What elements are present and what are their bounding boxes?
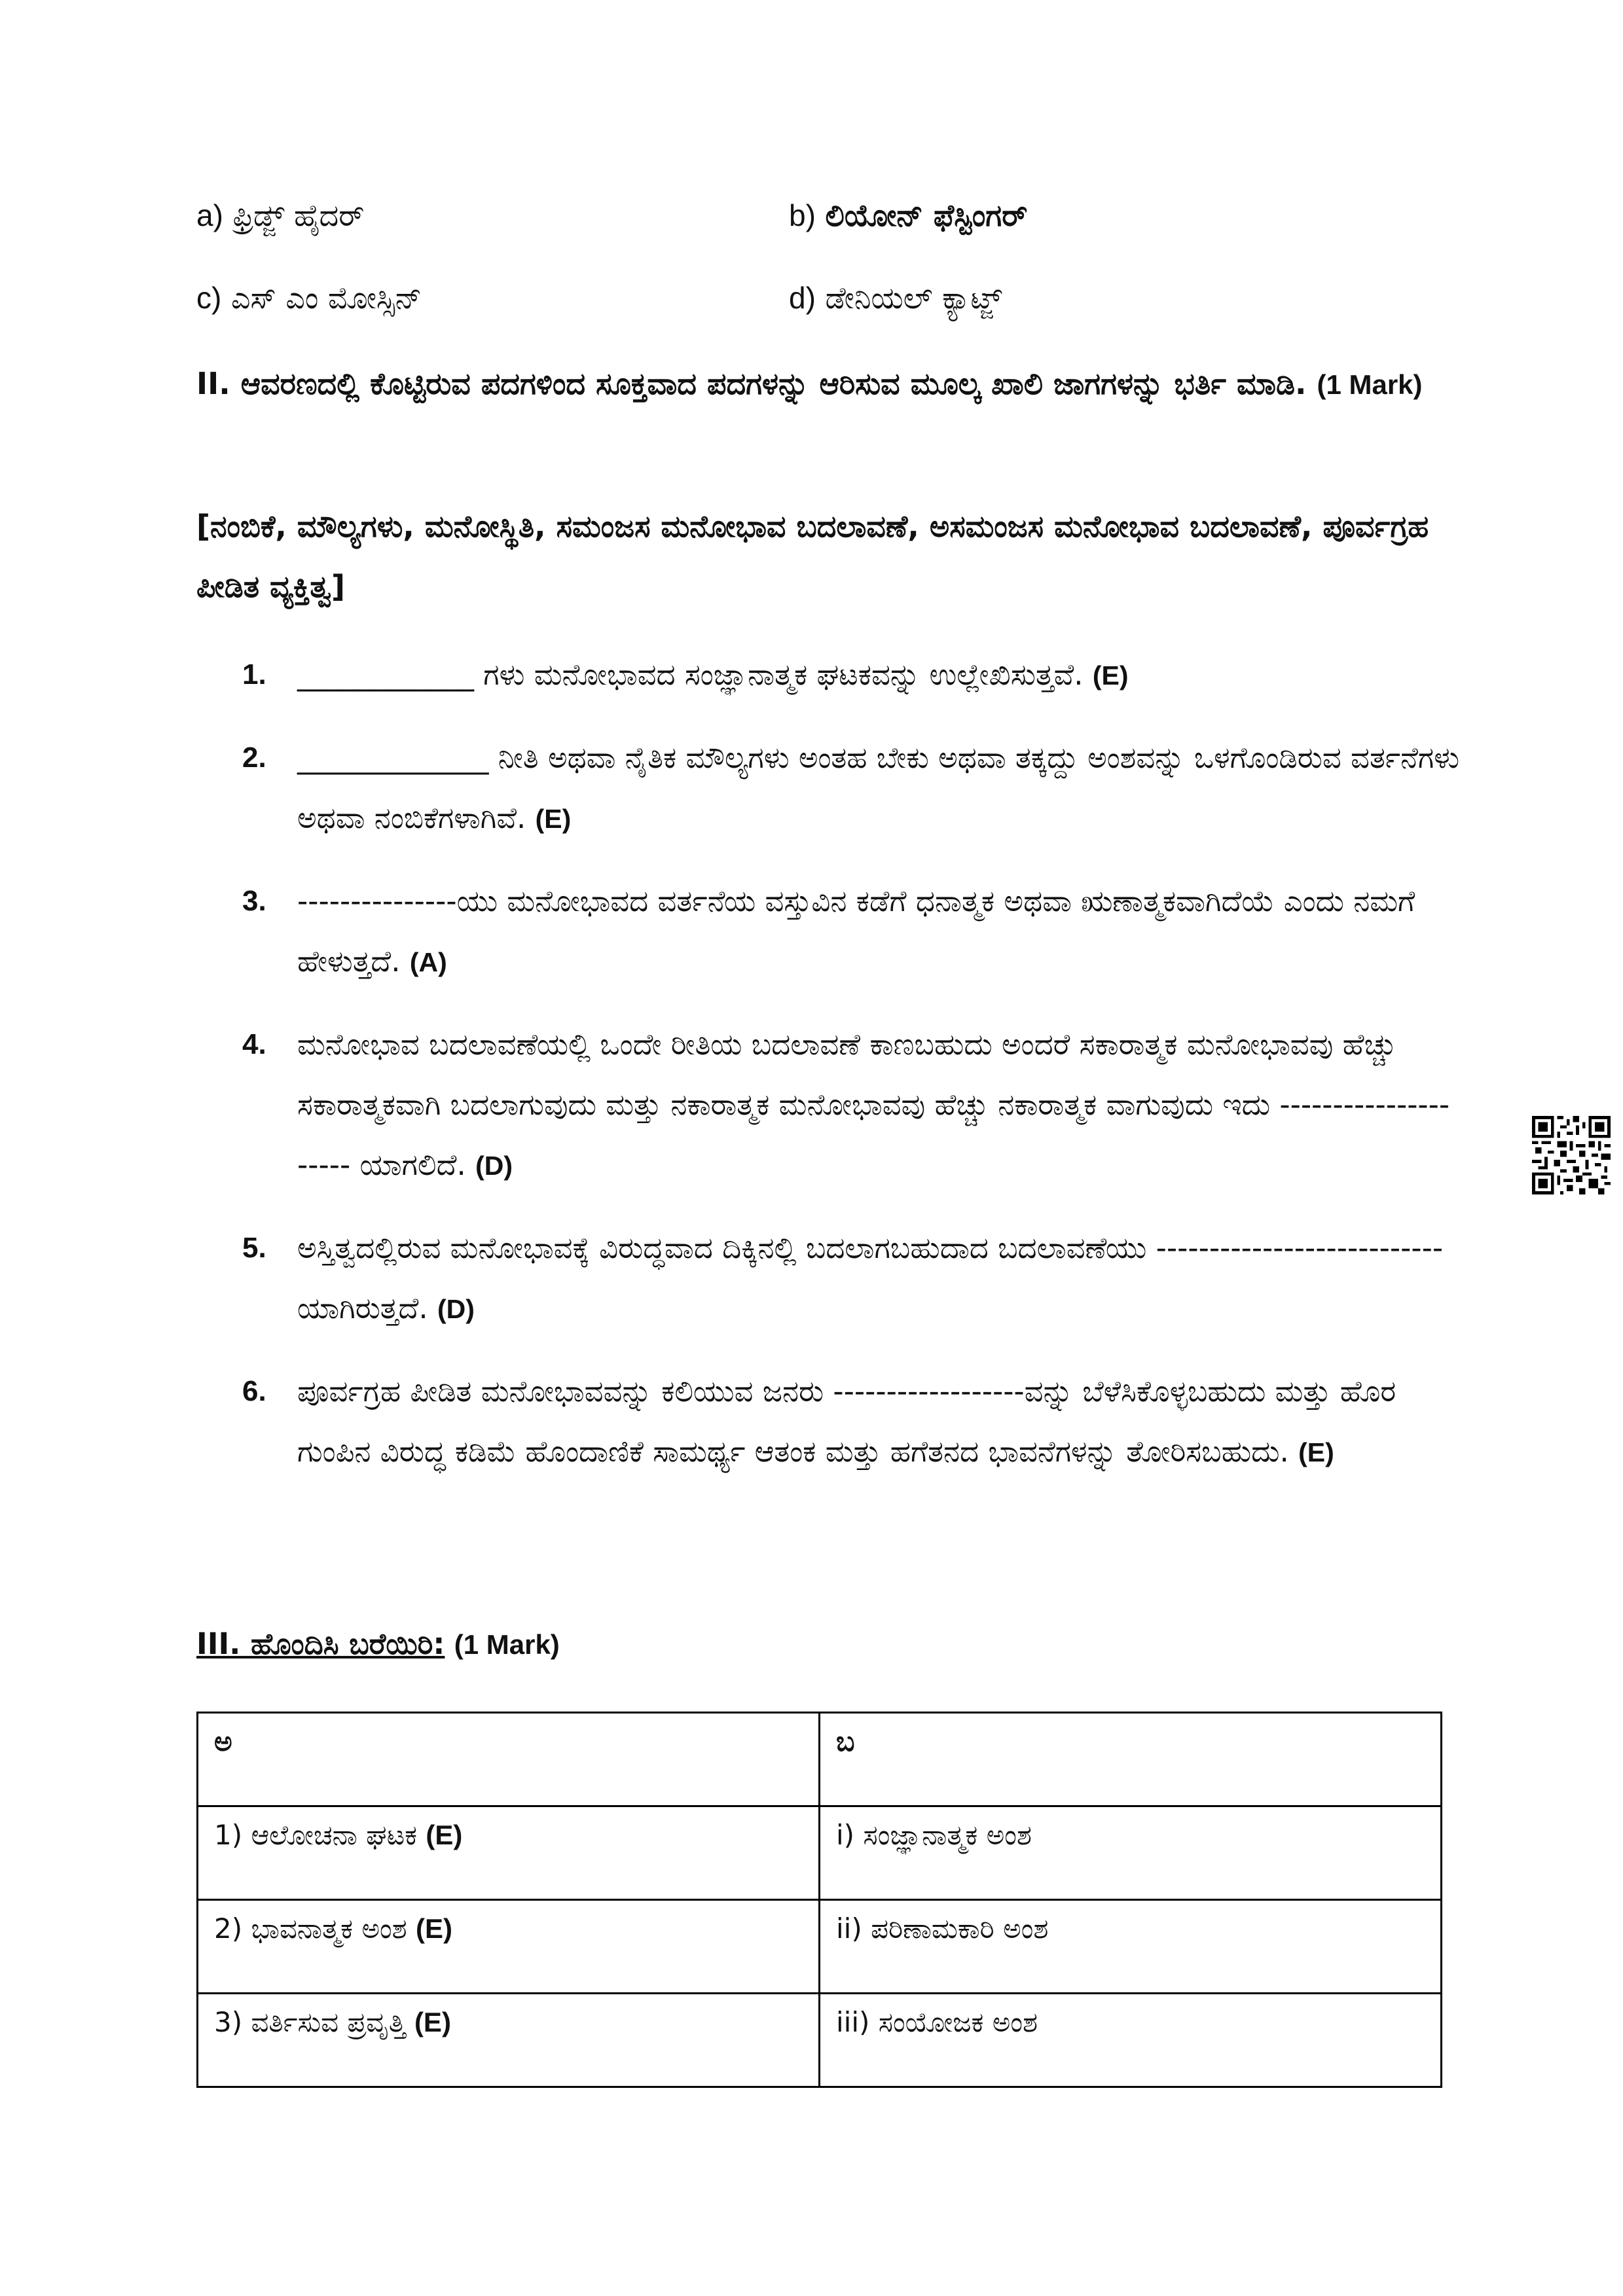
option-label: d): [789, 281, 816, 315]
item-number: 6.: [242, 1375, 266, 1407]
table-row: [198, 1900, 1442, 1994]
column-b-header: ಬ: [820, 1713, 1442, 1806]
option-a: [196, 198, 364, 234]
item-text: _____________ ನೀತಿ ಅಥವಾ ನೈತಿಕ ಮೌಲ್ಯಗಳು ಅಂತಹ ಬೇಕು ಅಥವಾ ತಕ್ಕದ್ದು ಅಂಶವನ್ನು ಒಳಗೊಂಡಿರುವ ವರ್ತನೆಗಳು ಅಥವಾ ನಂಬಿಕೆಗಳಾಗಿವೆ.: [297, 740, 1460, 835]
table-header-row: [198, 1713, 1442, 1806]
cell-text: 2) ಭಾವನಾತ್ಮಕ ಅಂಶ: [214, 1912, 407, 1945]
option-label: c): [196, 281, 222, 315]
option-d: [789, 280, 1002, 317]
option-text: ಎಸ್ ಎಂ ಮೋಸ್ಸಿನ್: [230, 280, 422, 315]
word-bank: [ನಂಬಿಕೆ, ಮೌಲ್ಯಗಳು, ಮನೋಸ್ಥಿತಿ, ಸಮಂಜಸ ಮನೋಭಾವ ಬದಲಾವಣೆ, ಅಸಮಂಜಸ ಮನೋಭಾವ ಬದಲಾವಣೆ, ಪೂರ್ವಗ್ರಹ ಪೀಡಿತ ವ್ಯಕ್ತಿತ್ವ]: [196, 509, 1429, 604]
section-3-heading: [196, 1626, 560, 1662]
option-text: ಡೇನಿಯಲ್ ಕ್ಯಾಟ್ಜ್: [825, 280, 1002, 315]
item-text: ---------------ಯು ಮನೋಭಾವದ ವರ್ತನೆಯ ವಸ್ತುವಿನ ಕಡೆಗೆ ಧನಾತ್ಮಕ ಅಥವಾ ಋಣಾತ್ಮಕವಾಗಿದೆಯೆ ಎಂದು ನಮಗೆ ಹೇಳುತ್ತದೆ.: [297, 884, 1415, 978]
table-row: [198, 1806, 1442, 1900]
item-text: ಮನೋಭಾವ ಬದಲಾವಣೆಯಲ್ಲಿ ಒಂದೇ ರೀತಿಯ ಬದಲಾವಣೆ ಕಾಣಬಹುದು ಅಂದರೆ ಸಕಾರಾತ್ಮಕ ಮನೋಭಾವವು ಹೆಚ್ಚು ಸಕಾರಾತ್ಮಕವಾಗಿ ಬದಲಾಗುವುದು ಮತ್ತು ನಕಾರಾತ್ಮಕ ಮನೋಭಾವವು ಹೆಚ್ಚು ನಕಾರಾತ್ಮಕ ವಾಗುವುದು ಇದು --------------------- ಯಾಗಲಿದೆ.: [297, 1027, 1450, 1182]
item-level: (E): [1092, 660, 1129, 691]
item-number: 1.: [242, 658, 266, 691]
table-cell-left: [198, 1994, 820, 2087]
table-cell-right: iii) ಸಂಯೋಜಕ ಅಂಶ: [820, 1994, 1442, 2087]
match-table: [196, 1712, 1442, 2088]
item-level: (D): [475, 1151, 513, 1181]
cell-level: (E): [426, 1820, 463, 1850]
option-label: b): [789, 198, 816, 232]
list-item: [242, 645, 1460, 706]
table-cell-right: ii) ಪರಿಣಾಮಕಾರಿ ಅಂಶ: [820, 1900, 1442, 1994]
section-2-heading: [196, 353, 1440, 415]
cell-level: (E): [416, 1913, 452, 1944]
item-level: (A): [409, 947, 447, 977]
cell-text: 3) ವರ್ತಿಸುವ ಪ್ರವೃತ್ತಿ: [214, 2006, 406, 2038]
qr-code-icon: [1532, 1116, 1611, 1194]
cell-level: (E): [414, 2007, 451, 2037]
item-text: ಅಸ್ತಿತ್ವದಲ್ಲಿರುವ ಮನೋಭಾವಕ್ಕೆ ವಿರುದ್ಧವಾದ ದಿಕ್ಕಿನಲ್ಲಿ ಬದಲಾಗಬಹುದಾದ ಬದಲಾವಣೆಯು --------------------------- ಯಾಗಿರುತ್ತದೆ.: [297, 1230, 1444, 1325]
table-cell-left: [198, 1900, 820, 1994]
table-cell-left: [198, 1806, 820, 1900]
option-text: ಫ್ರಿಡ್ಜ್ ಹೈದರ್: [232, 198, 365, 233]
option-b: [789, 198, 1027, 234]
item-level: (E): [535, 804, 572, 834]
item-text: ಪೂರ್ವಗ್ರಹ ಪೀಡಿತ ಮನೋಭಾವವನ್ನು ಕಲಿಯುವ ಜನರು ------------------ವನ್ನು ಬೆಳೆಸಿಕೊಳ್ಳಬಹುದು ಮತ್ತು ಹೊರ ಗುಂಪಿನ ವಿರುದ್ಧ ಕಡಿಮೆ ಹೊಂದಾಣಿಕೆ ಸಾಮರ್ಥ್ಯ ಆತಂಕ ಮತ್ತು ಹಗೆತನದ ಭಾವನೆಗಳನ್ನು ತೋರಿಸಬಹುದು.: [297, 1374, 1396, 1469]
list-item: [242, 871, 1460, 992]
option-label: a): [196, 198, 223, 232]
item-level: (D): [437, 1294, 475, 1324]
item-level: (E): [1298, 1437, 1334, 1467]
table-cell-right: i) ಸಂಜ್ಞಾನಾತ್ಮಕ ಅಂಶ: [820, 1806, 1442, 1900]
item-number: 3.: [242, 885, 266, 917]
table-row: [198, 1994, 1442, 2087]
item-text: ____________ ಗಳು ಮನೋಭಾವದ ಸಂಜ್ಞಾನಾತ್ಮಕ ಘಟಕವನ್ನು ಉಲ್ಲೇಖಿಸುತ್ತವೆ.: [297, 657, 1084, 692]
item-number: 5.: [242, 1232, 266, 1264]
section-2-marks: (1 Mark): [1317, 369, 1423, 400]
section-2-title: II. ಆವರಣದಲ್ಲಿ ಕೊಟ್ಟಿರುವ ಪದಗಳಿಂದ ಸೂಕ್ತವಾದ ಪದಗಳನ್ನು ಆರಿಸುವ ಮೂಲ್ಕ ಖಾಲಿ ಜಾಗಗಳನ್ನು ಭರ್ತಿ ಮಾಡಿ.: [196, 366, 1307, 401]
fill-blank-list: [242, 645, 1460, 1505]
list-item: [242, 728, 1460, 849]
list-item: [242, 1218, 1460, 1339]
option-text: ಲಿಯೋನ್ ಫೆಸ್ಟಿಂಗರ್: [825, 198, 1028, 233]
column-a-header: ಅ: [198, 1713, 820, 1806]
item-number: 4.: [242, 1028, 266, 1060]
item-number: 2.: [242, 742, 266, 774]
list-item: [242, 1014, 1460, 1196]
section-3-marks: (1 Mark): [454, 1629, 560, 1660]
option-c: [196, 280, 422, 317]
section-3-title: III. ಹೊಂದಿಸಿ ಬರೆಯಿರಿ:: [196, 1626, 445, 1661]
cell-text: 1) ಆಲೋಚನಾ ಘಟಕ: [214, 1819, 418, 1851]
list-item: [242, 1361, 1460, 1482]
